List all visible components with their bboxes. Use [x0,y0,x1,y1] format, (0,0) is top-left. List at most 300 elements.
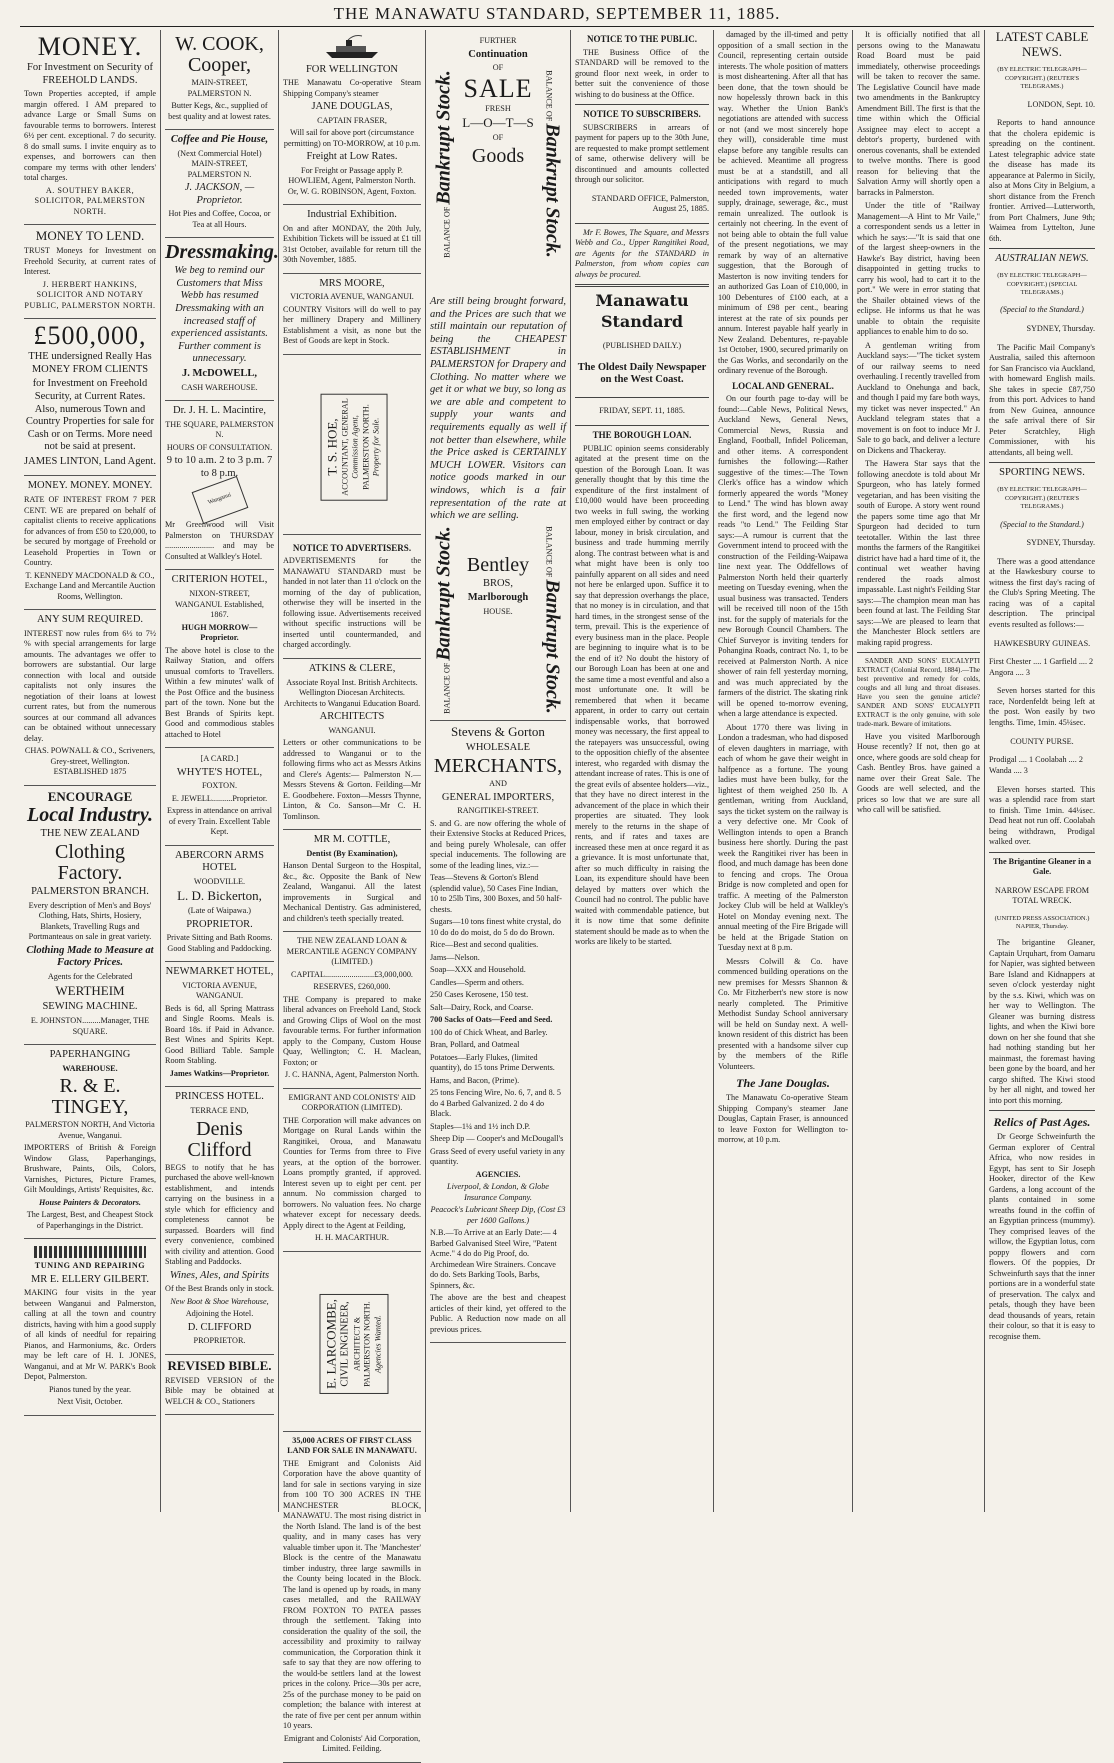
cottle-body: Hanson Dental Surgeon to the Hospital, &c., &c. Opposite the Bank of New Zealand, Wanganui. All the latest improvements in Surgical and Mechanical Dentistry. Gas administered, and children's teeth specially treated. [283,861,421,923]
pianos-tuned: Pianos tuned by the year. [48,1384,132,1394]
jewell: E. JEWELL..........Proprietor. [171,793,268,803]
ad-dressmaking [165,238,279,401]
made-to-measure: Clothing Made to Measure at Factory Prices. [26,944,154,969]
column-7 [852,30,984,1512]
palmerston-branch: PALMERSTON BRANCH. [31,886,149,898]
balance-of-right: BALANCE OF [544,70,554,122]
larcombe-3: ARCHITECT & [352,1316,362,1371]
aus-sub: (BY ELECTRIC TELEGRAPH—COPYRIGHT.) (SPECIAL TELEGRAMS.) [997,272,1087,296]
steamer-icon [322,34,382,60]
moore-body: COUNTRY Visitors will do well to pay her millinery Drapery and Millinery Establishment a visit, as none but the Best of Goods are kept in Stock. [283,304,421,346]
clients-sign: JAMES LINTON, Land Agent. [24,455,156,467]
dclifford-sub: PROPRIETOR. [193,1336,246,1346]
ad-clothing-factory [24,786,156,1045]
local-col7-2: Under the title of "Railway Management—A Hint to Mr Vaile," a correspondent sends us a letter in which he says:—"It is said that one of the largest sheep-owners in the Hawke's Bay district, having been disappointed in getting trucks to carry his wool, had to cart it to the port." We were in error stating that the Shailer obtained views of the eclipse. He informs us that he was unable to obtain the requisite appliances to enable him to do so. [857,201,980,336]
clients-body: for Investment on Freehold Security, at Current Rates. Also, numerous Town and Country Properties for sale for Cash or on Terms. More need not be said at present. [25,378,155,453]
sporting-sub: (BY ELECTRIC TELEGRAPH—COPYRIGHT.) (REUTER'S TELEGRAMS.) [997,486,1087,510]
hours-list: 9 to 10 a.m. 2 to 3 p.m. 7 to 8 p.m. [166,455,273,479]
whytes-body: Express in attendance on arrival of every Train. Excellent Table Kept. [166,806,273,837]
fresh: FRESH [485,103,511,113]
macarthur: H. H. MACARTHUR. [315,1233,389,1243]
stevens: Stevens & Gorton [451,723,545,739]
jane-douglas: JANE DOUGLAS, [311,101,393,113]
architects-loc: WANGANUI. [328,725,376,735]
for-wellington: FOR WELLINGTON [305,63,399,75]
factory-body: Every description of Men's and Boys' Clothing, Hats, Shirts, Hosiery, Blankets, Travelling Rugs and Portmanteaus on sale in great variety. [28,900,152,942]
stamp-text: Wanganui [206,492,232,507]
ad-money-to-lend [24,225,156,319]
any-sign: CHAS. POWNALL & CO., Scriveners, Grey-street, Wellington. ESTABLISHED 1875 [24,746,156,777]
cook-body: Butter Kegs, &c., supplied of best quality and at lowest rates. [168,101,271,121]
ship-body: THE Manawatu Co-operative Steam Shipping Company's steamer [283,78,421,98]
money-body: Town Properties accepted, if ample margin offered. I AM prepared to advance Large or Small Sums on favourable terms to borrowers. Interest 6½ per cent. exceptional. 7 do security. 8 do small sums. I invite enquiry as to expenses, and borrowers can then compare my terms with other lenders' total charges. [24,89,156,183]
bible: REVISED BIBLE. [167,1357,272,1373]
hoe-4: PALMERSTON NORTH. [361,404,371,490]
bible-body: REVISED VERSION of the Bible may be obtained at WELCH & CO., Stationers [165,1375,274,1406]
balance-of-left-2: BALANCE OF [442,662,452,714]
guineas-list: First Chester .... 1 Garfield .... 2 Angora .... 3 [989,657,1094,677]
loose-sub: Adjoining the Hotel. [185,1309,254,1319]
borough-title: THE BOROUGH LOAN. [592,430,692,441]
capital: CAPITAL........................£3,000,000. [291,969,413,979]
herald-agents: Mr F. Bowes, The Square, and Messrs Webb and Co., Upper Rangitikei Road, are Agents for the STANDARD in Palmerston, from whom copies can always be procured. [575,227,709,279]
column-6 [713,30,852,1512]
ad-tingey [24,1045,156,1239]
ad-atkins [283,659,421,830]
paperhanging: PAPERHANGING [49,1049,131,1060]
arrive: N.B.—To Arrive at an Early Date:— 4 Barbed Galvanised Steel Wire, "Patent Acme." 4 do do Pig Proof, do. Archimedean Wire Strainers. Concave do do. Sets Barking Tools, Barbs, Spinners, &c. [430,1228,557,1290]
further: FURTHER [479,36,517,45]
doctor-name: Dr. J. H. L. Macintire, [172,405,267,417]
larcombe-card [319,1294,388,1394]
bankrupt-bottom [430,525,566,715]
hoe-1: T. S. HOE, [324,418,340,476]
wholesale: WHOLESALE [465,741,531,753]
money-sub: For Investment on Security of FREEHOLD LANDS. [27,62,153,86]
divider [575,284,709,287]
divider [989,852,1095,853]
nzloan: THE NEW ZEALAND LOAN & MERCANTILE AGENCY COMPANY (LIMITED.) [286,936,418,967]
abercorn: ABERCORN ARMS HOTEL [175,849,264,874]
county-body: Eleven horses started. This was a splendid race from start to finish. Time 1min. 44¼sec. Dead heat not run off. Coolabah being withdrawn, Prodigal walked over. [989,784,1095,846]
atkins: ATKINS & CLERE, [308,662,396,674]
bankrupt-stock-right: Bankrupt Stock. [541,123,564,258]
merchants: MERCHANTS, [433,755,563,778]
balance-of-right-2: BALANCE OF [544,525,554,578]
cable-title: LATEST CABLE NEWS. [995,29,1089,59]
marlborough: Marlborough [467,592,529,604]
aus-special: (Special to the Standard.) [1000,305,1084,315]
freight: Freight at Low Rates. [306,151,398,163]
jane-douglas-title: The Jane Douglas. [736,1076,830,1091]
ad-moore [283,274,421,355]
bankrupt-stock-left-2: Bankrupt Stock. [432,525,455,661]
paper-date: FRIDAY, SEPT. 11, 1885. [599,406,685,416]
ad-emigrant [283,1089,421,1252]
mmm-title: MONEY. MONEY. MONEY. [27,480,153,492]
ad-bankrupt-sale [430,30,566,720]
whytes-loc: FOXTON. [201,781,238,791]
tingey-loc: PALMERSTON NORTH, And Victoria Avenue, Wanganui. [25,1120,155,1140]
dress-body: We beg to remind our Customers that Miss Webb has resumed Dressmaking with an increased staff of experienced assistants. Further comment is unnecessary. [171,265,268,365]
bickerton-body: Private Sitting and Bath Rooms. Good Stabling and Paddocking. [166,933,273,953]
eucalypti: SANDER AND SONS' EUCALYPTI EXTRACT (Colonial Record, 1884).—The best preventive and remedy for colds, coughs and all lung and throat diseases. Have you seen the genuine article? SANDER AND SONS' EUCALYPTI EXTRACT is the only genuine, with sole trade-mark. Beware of imitations. [857,657,980,728]
acres-body: THE Emigrant and Colonists Aid Corporation have the above quantity of land for sale in sections varying in size from 100 TO 300 ACRES IN THE MANCHESTER BLOCK, MANAWATU. The most rising district in the North Island. The land is of the best quality, and in many cases has very valuable timber upon it. The 'Manchester' Block is the centre of the Manawatu timber industry, three large sawmills in the County being located in the Block. The land is opened up by roads, in many cases metalled, and the RAILWAY FROM FOXTON TO PATEA passes through the settlement. Taking into consideration the quality of the soil, the accessibility and proximity to railway communication, the Corporation think it safe to say that they are now offering to the would-be settlers land at the lowest prices in the colony. Price—30s per acre, 25s of the purchase money to be paid on completion; the balance with interest at the rate of five per cent per annum within 10 years. [283,1458,421,1731]
of2: OF [492,133,504,143]
hoe-2: ACCOUNTANT, GENERAL [340,398,350,496]
advertisers-body: ADVERTISEMENTS for the MANAWATU STANDARD must be handed in not later than 11 o'clock on the morning of the day of publication, otherwise they will be inserted in the following issue. Advertisements received without specific instructions will be inserted until countermanded, and charged accordingly. [283,556,421,650]
aus-title: AUSTRALIAN NEWS. [995,253,1089,265]
bentley: Bentley [466,553,530,576]
loose: New Boot & Shoe Warehouse, [170,1296,269,1306]
sheep-dip: Sheep Dip — Cooper's and McDougall's [430,1134,564,1144]
ad-abercorn [165,846,274,963]
tuning: TUNING AND REPAIRING [34,1261,146,1271]
criterion: CRITERION HOTEL, [171,574,268,586]
ad-coffee-house [165,130,274,238]
cottle: MR M. COTTLE, [313,834,391,846]
bankrupt-stock-right-2: Bankrupt Stock. [541,579,564,714]
bros: BROS, [482,577,514,589]
oats: 700 Sacks of Oats—Feed and Seed. [430,1015,553,1025]
bentley-center [458,525,538,715]
stevens-street: RANGITIKEI-STREET. [457,806,539,816]
teas: Teas—Stevens & Gorton's Blend (splendid value), 50 Cases Fine Indian, 10 to 25lb Tins, 300 Boxes, and 50 half-chests. [430,873,562,914]
freight-body: For Freight or Passage apply P. HOWLIEM, Agent, Palmerston North. Or, W. G. ROBINSON, Agent, Foxton. [287,165,417,196]
bankrupt-stock-left: Bankrupt Stock. [432,70,455,205]
nz: THE NEW ZEALAND [40,827,140,839]
nzloan-body: THE Company is prepared to make liberal advances on Freehold Land, Stock and Growing Clips of Wool on the most favourable terms. For further information apply to the Company, Custom House Quay, Wellington; C. H. Maclean, Foxton; or [283,994,421,1067]
watkins: James Watkins—Proprietor. [169,1068,270,1078]
bankrupt-right [538,34,566,294]
coffee-body: Hot Pies and Coffee, Cocoa, or Tea at all Hours. [168,209,271,229]
hoe-5: Property for Sale. [371,417,381,477]
gleaner-sub: NARROW ESCAPE FROM TOTAL WRECK. [994,885,1090,906]
dressmaking: Dressmaking. [165,241,279,264]
ad-money [24,30,156,225]
clifford-body: BEGS to notify that he has purchased the above well-known establishment, and intends carrying on the business in a style which for efficiency and completeness cannot be surpassed. Boarders will find every convenience, combined with civility and attention. Good Stabling and Paddocks. [165,1162,274,1266]
guineas-body: Seven horses started for this race, Nordenfeldt being left at the post. Won easily by two lengths. Time, 1min. 45¼sec. [989,686,1095,727]
wheat: 100 do of Chick Wheat, and Barley. [430,1027,548,1037]
sporting-title: SPORTING NEWS. [999,467,1085,479]
coffee-prop: J. JACKSON, — Proprietor. [184,182,255,206]
hanna: J. C. HANNA, Agent, Palmerston North. [284,1070,420,1080]
candles: Candles—Sperm and others. [430,977,524,987]
gleaner-title: The Brigantine Gleaner in a Gale. [992,856,1092,876]
atkins-sub: Associate Royal Inst. British Architects. Wellington Diocesan Architects. Architects to Wanganui Education Board. [283,677,421,708]
divider [575,425,709,426]
ad-hoe [283,355,421,535]
review: Have you visited Marlborough House recently? If not, then go at once, where goods are sold cheap for Cash. Bentley Bros. have gained a name over their Great Sale. The Goods are well selected, and the prices so low that we are sure all who call will be satisfied. [857,731,980,815]
bickerton-sub: (Late of Waipawa.) [187,906,252,916]
aus-body: The Pacific Mail Company's Australia, sailed this afternoon for San Francisco via Auckland, with homeward English mails. She takes in specie £87,750 from this port. Advices to hand from New Guinea, announce the safe arrival there of Sir Peter Scratchley, High Commissioner, with his attendants, all being well. [989,342,1095,457]
ad-cook [165,30,274,130]
local-general-title: LOCAL AND GENERAL. [732,380,834,391]
cable-sub: (BY ELECTRIC TELEGRAPH—COPYRIGHT.) (REUTER'S TELEGRAMS.) [997,66,1087,90]
local-body-1: On our fourth page to-day will be found:—Cable News, Political News, Auckland News, General News, Commercial News, Russia and England, Football, Infidel Policeman, and other items. A correspondent furnishes the following:—Rather suggestive of the times:—The Town Clerk's office has a window which formerly appeared the words "Money to Lend." The wind has blown away the first word, and the legend now reads "to Lend." The Feilding Star says:—A rumour is current that the Government intend to proceed with the construction of the Feilding-Waipawa line next year. The Oddfellows of Palmerston North held their quarterly meeting on Tuesday evening, when the usual business was transacted. Tenders will be received till noon of the 15th inst. for the supply of materials for the new Borough Council Chambers. The Chief Surveyor is inviting tenders for Pohangina Roads, contract No. 1, to be received at Palmerston North. A nice shower of rain fell yesterday morning, and was much appreciated by the farmers of the district. The skating rink will be opened to-morrow evening, when a large attendance is expected. [718,394,848,719]
ad-whytes [165,748,274,846]
criterion-body: The above hotel is close to the Railway Station, and offers unusual comforts to Travellers. Within a few minutes' walk of the Post Office and the business part of the town. None but the Best Brands of Spirits kept. Good and commodious stables attached to Hotel [165,645,274,739]
bankrupt-right-2 [538,525,566,715]
notice-subs-body: SUBSCRIBERS in arrears of payment for papers up to the 30th June, are requested to make prompt settlement of same, otherwise delivery will be discontinued and amounts collected through our solicitor. [575,122,709,185]
ad-macdonald [24,476,156,610]
larcombe-1: E. LARCOMBE, [323,1298,339,1389]
jane-douglas-body: The Manawatu Co-operative Steam Shipping Company's steamer Jane Douglas, Captain Fraser, is announced to leave Foxton for Wellington to-morrow, at 10 p.m. [718,1093,848,1145]
notice-sign: STANDARD OFFICE, Palmerston, August 25, 1885. [591,193,709,214]
gilbert-body: MAKING four visits in the year between Wanganui and Palmerston, calling at all the town and country districts, having with him a good supply of all kinds of needful for repairing Pianos, and Harmoniums, &c. Orders may be left care of H. I. JONES, Wanganui, and at Mr W. PARK's Book Depot, Palmerston. [24,1288,156,1382]
and: AND [489,779,507,789]
reserves: RESERVES, £260,000. [313,982,391,992]
terrace: TERRACE END, [190,1106,249,1115]
bickerton-prop: PROPRIETOR. [186,918,253,930]
mcdowell: J. McDOWELL, [182,368,257,380]
big-sum: £500,000, [33,321,147,351]
column-8 [984,30,1099,1512]
masthead: THE MANAWATU STANDARD, SEPTEMBER 11, 1885. [20,4,1094,27]
ad-newmarket [165,962,274,1087]
larcombe-5: Agencies Wanted. [373,1314,383,1373]
ad-linton [24,319,156,476]
paper-title: Manawatu Standard [595,291,689,331]
continuation: Continuation [468,48,528,60]
larcombe-4: PALMERSTON NORTH. [362,1301,372,1387]
closing: The above are the best and cheapest articles of their kind, yet offered to the Public. A Reduction now made on all previous prices. [430,1293,566,1334]
divider [989,1110,1095,1111]
cook-addr: MAIN-STREET, PALMERSTON N. [187,78,252,98]
hams: Hams, and Bacon, (Prime). [430,1075,520,1085]
rice: Rice—Best and second qualities. [430,940,539,950]
advertisers-title: NOTICE TO ADVERTISERS. [292,542,412,553]
kerosene: 250 Cases Kerosene, 150 test. [430,990,529,1000]
county-title: COUNTY PURSE. [1010,736,1074,746]
whytes-card: [A CARD.] [200,754,239,763]
potatoes: Potatoes—Early Flukes, (limited quantity), do 15 tons Prime Derwents. [430,1052,555,1073]
peacock: Peacock's Lubricant Sheep Dip, (Cost £3 per 1600 Gallons.) [430,1205,566,1225]
bran: Bran, Pollard, and Oatmeal [430,1040,520,1050]
bankrupt-left [430,34,458,294]
general-importers: GENERAL IMPORTERS, [441,791,555,803]
ad-gilbert [24,1239,156,1416]
any-title: ANY SUM REQUIRED. [36,614,144,626]
any-body: INTEREST now rules from 6½ to 7½ % with special arrangements for large amounts. The advantages we offer to borrowers are substantial. Our large connection with local and outside capitalists not only insures the negotiation of their loans at lowest current rates, but from the numerous sources at our command all advances can be obtained without unnecessary delay. [24,628,156,743]
local-col7-3: A gentleman writing from Auckland says:—"The ticket system of our railway seems to need overhauling. I recently travelled from Auckland to Onehunga and back, and though I paid my fare both ways, my ticket was never inspected." An Auckland telegram states that a movement is on foot to induce Mr J. Sale to go back, and deliver a lecture on Dickens and Thackeray. [857,340,980,455]
column-5 [570,30,713,1512]
local-industry: Local Industry. [27,803,153,826]
column-1 [20,30,160,1512]
bankrupt-top [430,34,566,294]
relics-title: Relics of Past Ages. [993,1115,1091,1129]
ad-doctor [165,401,274,570]
salt: Salt—Dairy, Rock, and Coarse. [430,1002,534,1012]
of: OF [492,63,504,73]
liverpool: Liverpool, & London, & Globe Insurance Company. [447,1182,549,1202]
newmarket-body: Beds is 6d, all Spring Mattrass and Single Rooms. Meals is. Board 18s. if Paid in Advance. Best Wines and Spirits Kept. Good Billiard Table. Sample Room Stabling. [165,1003,274,1066]
painters-body: The Largest, Best, and Cheapest Stock of Paperhangings in the District. [26,1210,154,1230]
emigrant-body: THE Corporation will make advances on Mortgage on Rural Lands within the Rangitikei, Oroua, and Manawatu Counties for Terms from three to Five years, at the option of the borrower. Loans promptly granted, if approved. Interest seven up to eight per cent. per annum. No commission charged to borrowers. No valuation fees. No charge whatever except for necessary deeds. Apply direct to the Agent at Feilding, [283,1115,421,1230]
woodville: WOODVILLE. [193,876,246,886]
ad-cottle [283,830,421,932]
agencies: AGENCIES. [475,1169,521,1179]
coffee-title: Coffee and Pie House, [170,134,269,145]
local-col7-4: The Hawera Star says that the following anecdote is told about Mr Spurgeon, who has lately formed vegetarian, and has been visiting the south of Europe. A story went round the papers some time ago that Mr Spurgeon had decided to turn teetotaller. Within the last three months the farmers of the Rangitikei district have had a hard time of it, the continual wet weather having rendered the roads almost impassable. Last night's Feilding Star says:—The champion mean man has been found at last. The Feilding Star says:—We are pleased to learn that the Manchester Block settlers are making rapid progress. [857,459,980,647]
cottle-sub: Dentist (By Examination), [306,848,398,858]
cable-body: Reports to hand announce that the cholera epidemic is spreading on the continent. Latest telegraphic advice state the disease has made its appearance at Palermo in Sicily, also at Mons City in Belgium, a short distance from the French frontier. Arrived—Lutterworth, from Port Chalmers, June 9th; Waimea from Lyttelton, June 6th. [989,118,1095,243]
balance-of-left: BALANCE OF [442,206,452,258]
warehouse: WAREHOUSE. [62,1063,118,1073]
sewing-machine: SEWING MACHINE. [42,1001,138,1013]
wertheim: WERTHEIM [55,983,125,999]
ad-revised-bible [165,1355,274,1415]
moore: MRS MOORE, [319,277,385,289]
ad-exhibition [283,205,421,274]
acres: 35,000 ACRES OF FIRST CLASS LAND FOR SALE IN MANAWATU. [287,1435,417,1456]
mcdowell-sub: CASH WAREHOUSE. [181,382,258,392]
house: HOUSE. [483,606,513,616]
emigrant: EMIGRANT AND COLONISTS' AID CORPORATION (LIMITED). [288,1092,416,1113]
exhibition: Industrial Exhibition. [307,209,397,221]
local-body-3: Messrs Colwill & Co. have commenced building operations on the new premises for Messrs Shannon & Co. Mr Fitzherbert's new store is now nearly completed. The Primitive Methodist Sunday School anniversary will be held on Sunday next. A well-known resident of this district has been presented with a handsome silver cup by the members of the Rifle Volunteers. [718,956,848,1071]
column-3 [278,30,425,1754]
bankrupt-right-2-text [542,526,563,714]
exhibition-body: On and after MONDAY, the 20th July, Exhibition Tickets will be issued at £1 till 31st October, available for return till the 30th November, 1885. [283,223,421,265]
gleaner-body: The brigantine Gleaner, Captain Urquhart, from Oamaru for Napier, was sighted between Bare Island and Kidnappers at seven o'clock yesterday night by the s.s. Kiwi, which was on her way to Wellington. The Gleaner was burning distress lights, and when the Kiwi bore down on her she found that she had nothing standing but her mainmast, the foremast having been gone by the board, and her cargo shifted. The Kiwi stood by her all night, and towed her into port this morning. [989,938,1095,1105]
bankrupt-left-2 [430,525,458,715]
moore-addr: VICTORIA AVENUE, WANGANUI. [290,292,414,302]
divider [575,223,709,224]
stevens-body: S. and G. are now offering the whole of their Extensive Stocks at Reduced Prices, and being purely Wholesale, can offer special inducements. The following are some of the leading lines, viz.:— [430,818,566,870]
soap: Soap—XXX and Household. [430,965,526,975]
lend-title: MONEY TO LEND. [35,228,145,244]
atkins-body: Letters or other communications to be addressed to Wanganui or to the following firms who act as Messrs Atkins and Clere's Agents:— Palmerston N.—Messrs Stevens & Gorton. Feilding—Mr E. Goodbehere. Foxton—Messrs Thynne, Linton, & Co. Sanson—Mr C. H. Tomlinson. [283,738,421,821]
ad-pownall [24,610,156,786]
wines-sub: Of the Best Brands only in stock. [165,1284,274,1294]
county-list: Prodigal .... 1 Coolabah .... 2 Wanda .... 3 [989,755,1083,775]
bankrupt-right-text [542,70,563,258]
cooper: Cooper, [187,54,252,76]
aus-sydney: SYDNEY, Thursday. [1026,324,1095,334]
ad-princess [165,1087,274,1354]
borough-article: PUBLIC opinion seems considerably agitated at the present time on the question of the Borough Loan. It was generally thought that by this time the expenditure of the first instalment of £10,000 would have been proceeding two weeks in full swing, the working men employed either by contract or day labour, money in brisk circulation, and business and trade humming merrily along. The contrast between what is and what might have been is only too painfully apparent on all sides and need not here be enlarged upon. Suffice it to say that depression overhangs the place, that no money is in circulation, and that hard times, in the strongest sense of the term, prevail. This is the experience of every business man in the place. People are beginning to inquire what is to be the end of it? No doubt the history of our Borough Loan has been at one and the same time a most eventful and also a most unfortunate one. It will be remembered that when it became apparent, in order to carry out certain indispensable works, that borrowed money was necessary, the first appeal to the ratepayers was unsuccessful, owing to the opposition chiefly of the absentee interest, who regarded with dismay the attendant increase of rates. This is one of the great evils of absentee holders—viz., that they have no direct interest in the advancement of the place in which their properties are situated. They look merely to the returns in the shape of rents, and if rates and taxes are increased these men at once regard it as a grievance. It is most unfortunate that, after so much difficulty in raising the Loan, its expenditure should have been delayed by matters over which the Council had no control. The public have waited with commendable patience, but it is now time that some definite statement should be made as to when the works are likely to be started. [575,443,709,947]
stamp-icon [191,476,248,524]
sale: SALE [463,73,533,103]
lots: L—O—T—S [462,115,534,131]
newmarket: NEWMARKET HOTEL, [165,966,274,978]
lend-sign: J. HERBERT HANKINS, SOLICITOR AND NOTARY PUBLIC, PALMERSTON NORTH. [24,279,156,310]
local-col7-1: It is officially notified that all persons owing to the Manawatu Road Board must be paid immediately, otherwise proceedings will be taken to recover the same. The Legislative Council have made two amendments in the Bankruptcy Amendment Bill. The first is that the time within which the Official Assignee may elect to accept a debtor's property, burdened with onerous covenants, shall be extended to twelve months. There is good reason for believing that the Salvation Army will shortly open a barracks in Palmerston. [857,30,980,197]
divider [575,397,709,398]
greenwood: Mr Greenwood will Visit Palmerston on THURSDAY ........................ and may be Consulted at Walkley's Hotel. [165,520,274,561]
local-body-2: About 1770 there was living in London a tradesman, who had disposed of eleven daughters in marriage, with each of whom he gave their weight in halfpence as a fortune. The young ladies must have been bulky, for the lightest of them weighed 250 lb. A gentleman, writing from Auckland, says the ticket system on the railway is a very defective one. Mr Cook of Wellington intends to open a Branch business here shortly. During the past week the Rangitikei river has been in flood, and much damage has been done to fencing and crops. The Oroua Bridge is now completed and open for traffic. A meeting of the Palmerston Jockey Club will be held at Walkley's Hotel on Monday evening next. The annual meeting of the Fire Brigade will be held at the Brigade Station on Tuesday next at 8 p.m. [718,722,848,953]
hours-title: HOURS OF CONSULTATION. [166,442,273,452]
captain: CAPTAIN FRASER, [317,115,387,125]
ad-nz-loan [283,932,421,1089]
column-2 [160,30,278,1512]
notice-public-title: NOTICE TO THE PUBLIC. [586,34,698,44]
hoe-3: Commission Agent, [350,415,360,479]
sporting-body: There was a good attendance at the Hawkesbury course to witness the first day's racing of the Club's Spring Meeting. The racing was of a capital description. The principal events resulted as follows:— [989,556,1095,629]
article-continued: damaged by the ill-timed and petty opposition of a small section in the Council, representing certain outside interests. The whole position of matters is most disheartening. After all that has been done, that the town should be now hopelessly thrown back in this way. Whether the Union Bank's negotiations are attended with success or not (and we most sincerely hope they will), considerable time must elapse before any tangible results can be achieved. Meantime all progress must be at a standstill, and all anticipations with regard to much needed town improvements, water supply, drainage, sewerage, &c., must remain unrealized. The outlook is certainly not cheering. In the event of not being able to obtain the full value of the present negotiations, we may remark by way of an alternative suggestion, that the Borough of Masterton is now inviting tenders for an authorized Gas Loan of £10,000, in 100 Debentures of £100 each, at a minimum of £98 per cent., bearing interest at the rate of six pounds per annum. Interest payable half yearly in New Zealand. Debentures, re-payable 1st October, 1900, secured primarily on the Gas Works, and secondarily on the ordinary revenue of the Borough. [718,30,848,375]
ad-acres [283,1432,421,1763]
wines: Wines, Ales, and Spirits [169,1269,270,1281]
jams: Jams—Nelson. [430,952,480,962]
clifford: Denis Clifford [187,1117,252,1161]
ship-times: Will sail for above port (circumstance permitting) on TO-MORROW, at 10 p.m. [283,128,421,148]
doctor-addr: THE SQUARE, PALMERSTON N. [165,419,274,440]
clothing-factory: Clothing Factory. [54,841,125,885]
clients-title: THE undersigned Really Has MONEY FROM CLIENTS [28,351,152,375]
money-sign: A. SOUTHEY BAKER, SOLICITOR, PALMERSTON NORTH. [34,185,146,216]
ad-stevens-gorton [430,720,566,1344]
divider [857,652,980,653]
grass-seed: Grass Seed of every useful variety in any quantity. [430,1146,565,1167]
corp: Emigrant and Colonists' Aid Corporation, Limited. Feilding. [283,1733,421,1754]
sugars: Sugars—10 tons finest white crystal, do 10 do do do moist, do 5 do do Brown. [430,917,561,937]
oldest: The Oldest Daily Newspaper on the West Coast. [577,361,707,386]
ad-criterion [165,570,274,748]
larcombe-2: CIVIL ENGINEER, [339,1301,351,1387]
ad-advertisers-notice [283,535,421,659]
newmarket-addr: VICTORIA AVENUE, WANGANUI. [182,980,257,1001]
agents: Agents for the Celebrated [47,971,133,981]
larcombe-rotated [283,1256,421,1426]
stevens-list [430,873,566,1168]
tingey: R. & E. TINGEY, [51,1075,129,1119]
london-date: LONDON, Sept. 10. [1027,99,1095,109]
bankrupt-left-2-text [434,526,455,714]
factory-manager: E. JOHNSTON.........Manager, THE SQUARE. [30,1016,150,1036]
encourage: ENCOURAGE [47,788,133,804]
cook: W. COOK, [175,33,264,55]
princess: PRINCESS HOTEL. [175,1091,264,1103]
notice-public-body: THE Business Office of the STANDARD will be removed to the ground floor next week, in order to better suit the convenience of those wishing to do business at the Office. [575,47,709,99]
criterion-addr: NIXON-STREET, WANGANUI. Established, 1867. [175,589,264,619]
published: (PUBLISHED DAILY.) [602,340,682,350]
gleaner-assoc: (UNITED PRESS ASSOCIATION.) NAPIER, Thursday. [994,914,1090,931]
painters: House Painters & Decorators. [39,1197,141,1207]
divider [989,248,1095,249]
relics-body: Dr George Schweinfurth the German explorer of Central Africa, who now resides in Egypt, has sent to Sir Joseph Hooker, director of the Kew Gardens, a long account of the plants contained in some wreaths found in the coffin of an Egyptian princess (mummy). They comprised leaves of the willow, the Egyptian lotus, corn poppy flowers and corn flowers. Of the poppies, Dr Schweinfurth says that the inner portions are in a wonderful state of preservation. The calyx and petals, though they have been dead thousands of years, retain their colour, so that it is easy to recognise them. [989,1132,1095,1341]
bankrupt-left-text [434,70,455,258]
tingey-body: IMPORTERS of British & Foreign Window Glass, Paperhangings, Brushware, Paints, Oils, Colors, Varnishes, Pictures, Picture Frames, Gilt Mouldings, Artists' Requisites, &c. [24,1143,156,1195]
sporting-special: (Special to the Standard.) [1000,519,1084,529]
piano-icon [34,1246,146,1258]
ad-jane-douglas [283,30,421,205]
sale-body: Are still being brought forward, and the Prices are such that we still maintain our reputation of being the CHEAPEST ESTABLISHMENT in PALMERSTON for Drapery and Clothing. No matter where we get it or what we buy, so long as we are able and competent to supply your wants and requirements equally as well if not better than elsewhere, while the Price asked is CERTAINLY MUCH LOWER. Visitors can notice goods marked in our windows, which is a fair representation of the rate at which we are selling. [430,296,566,522]
column-4 [425,30,570,1512]
hoe-card [321,393,388,500]
fencing: 25 tons Fencing Wire, No. 6, 7, and 8. 5 do 4 Barbed Galvanized. 2 do 4 do Black. [430,1088,561,1119]
ad-larcombe [283,1252,421,1432]
architects: ARCHITECTS [319,711,385,723]
lend-body: TRUST Moneys for Investment on Freehold Security, at current rates of Interest. [24,246,156,277]
guineas-title: HAWKESBURY GUINEAS. [993,638,1091,648]
divider [575,104,709,105]
sporting-sydney: SYDNEY, Thursday. [1026,538,1095,548]
morrow: HUGH MORROW—Proprietor. [181,622,258,642]
coffee-addr: (Next Commercial Hotel) MAIN-STREET, PALMERSTON N. [177,148,262,179]
money-title: MONEY. [37,32,143,61]
divider [989,462,1095,463]
mmm-sign: T. KENNEDY MACDONALD & CO., Exchange Land and Mercantile Auction Rooms, Wellington. [24,570,156,601]
sale-center [458,34,538,294]
dclifford: D. CLIFFORD [187,1321,252,1333]
mmm-body: RATE OF INTEREST FROM 7 PER CENT. WE are prepared on behalf of capitalist clients to receive applications for advances of from £50 to £20,000, to be secured by mortgage of Freehold or Leasehold Properties in Town or Country. [24,495,156,568]
gilbert: MR E. ELLERY GILBERT. [30,1273,150,1285]
hoe-rotated [283,359,421,529]
goods: Goods [471,144,525,167]
next-visit: Next Visit, October. [57,1397,123,1407]
bickerton: L. D. Bickerton, [177,888,262,904]
